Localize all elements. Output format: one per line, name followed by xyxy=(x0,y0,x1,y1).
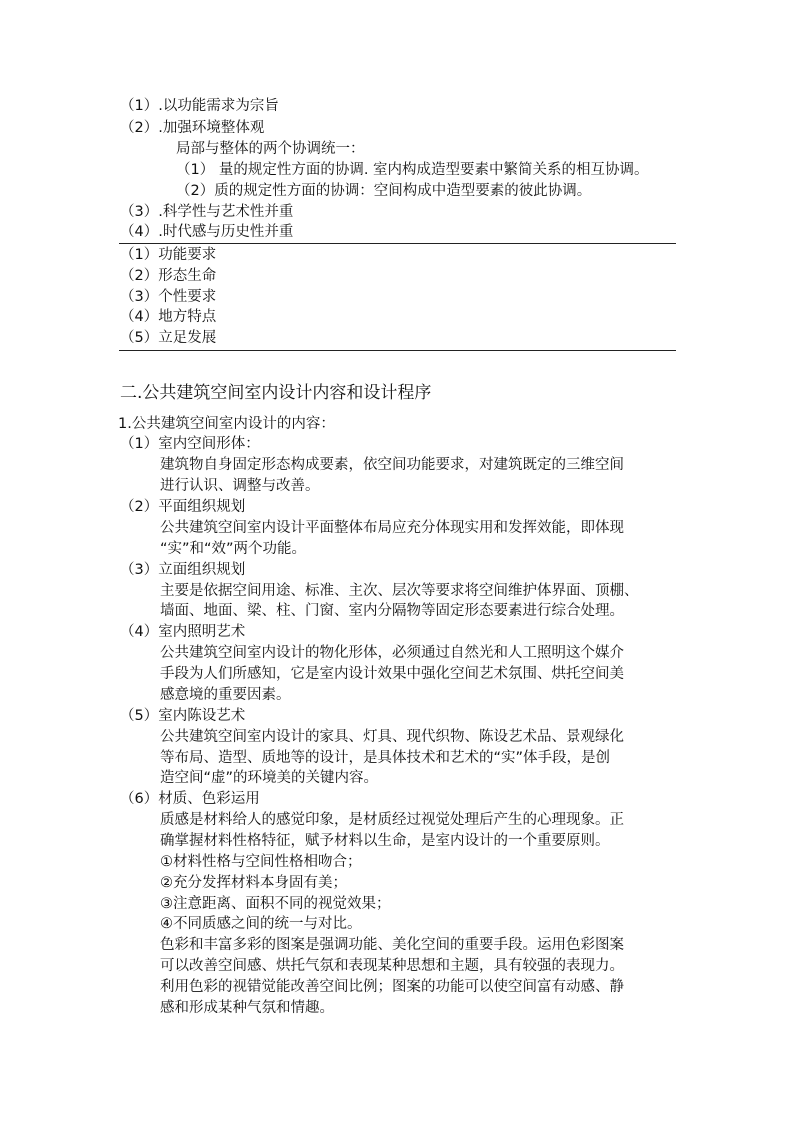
content-text: 利用色彩的视错觉能改善空间比例；图案的功能可以使空间富有动感、静 xyxy=(160,979,624,995)
material-list-item: ②充分发挥材料本身固有美； xyxy=(160,875,347,891)
requirement-item-1: （1）功能要求 xyxy=(120,247,217,263)
divider-top xyxy=(119,243,676,244)
content-text: 可以改善空间感、烘托气氛和表现某种思想和主题，具有较强的表现力。 xyxy=(160,958,624,974)
content-text: 公共建筑空间室内设计平面整体布局应充分体现实用和发挥效能，即体现 xyxy=(160,520,624,536)
content-text: 手段为人们所感知，它是室内设计效果中强化空间艺术氛围、烘托空间美 xyxy=(160,666,624,682)
content-item-title: （2）平面组织规划 xyxy=(120,499,246,515)
principle-item-1: （1）.以功能需求为宗旨 xyxy=(120,98,279,114)
content-text: 等布局、造型、质地等的设计，是具体技术和艺术的“实”体手段，是创 xyxy=(160,750,611,766)
requirement-item-2: （2）形态生命 xyxy=(120,268,217,284)
content-item-title: （5）室内陈设艺术 xyxy=(120,708,246,724)
content-item-title: （6）材质、色彩运用 xyxy=(120,791,260,807)
section-subheading: 1.公共建筑空间室内设计的内容： xyxy=(118,416,335,432)
principle-subheading: 局部与整体的两个协调统一： xyxy=(176,141,365,157)
requirement-item-4: （4）地方特点 xyxy=(120,309,217,325)
divider-bottom xyxy=(119,350,676,351)
principle-item-2: （2）.加强环境整体观 xyxy=(120,120,265,136)
content-text: 墙面、地面、梁、柱、门窗、室内分隔物等固定形态要素进行综合处理。 xyxy=(160,603,624,619)
content-text: “实”和“效”两个功能。 xyxy=(160,541,307,557)
content-item-title: （1）室内空间形体： xyxy=(120,436,260,452)
principle-subitem-1: （1） 量的规定性方面的协调. 室内构成造型要素中繁简关系的相互协调。 xyxy=(176,162,649,178)
content-text: 进行认识、调整与改善。 xyxy=(160,478,320,494)
requirement-item-5: （5）立足发展 xyxy=(120,330,217,346)
principle-subitem-2: （2）质的规定性方面的协调：空间构成中造型要素的彼此协调。 xyxy=(176,183,592,199)
content-text: 质感是材料给人的感觉印象，是材质经过视觉处理后产生的心理现象。正 xyxy=(160,812,624,828)
requirement-item-3: （3）个性要求 xyxy=(120,289,217,305)
material-list-item: ③注意距离、面积不同的视觉效果； xyxy=(160,896,391,912)
content-text: 公共建筑空间室内设计的物化形体，必须通过自然光和人工照明这个媒介 xyxy=(160,645,624,661)
content-text: 建筑物自身固定形态构成要素，依空间功能要求，对建筑既定的三维空间 xyxy=(160,457,624,473)
content-item-title: （4）室内照明艺术 xyxy=(120,624,246,640)
content-text: 主要是依据空间用途、标准、主次、层次等要求将空间维护体界面、顶棚、 xyxy=(160,583,639,599)
content-item-title: （3）立面组织规划 xyxy=(120,562,246,578)
content-text: 感意境的重要因素。 xyxy=(160,687,291,703)
principle-item-4: （4）.时代感与历史性并重 xyxy=(120,224,294,240)
content-text: 感和形成某种气氛和情趣。 xyxy=(160,1000,334,1016)
section-heading: 二.公共建筑空间室内设计内容和设计程序 xyxy=(120,383,432,403)
content-text: 造空间“虚”的环境美的关键内容。 xyxy=(160,770,379,786)
principle-item-3: （3）.科学性与艺术性并重 xyxy=(120,204,294,220)
material-list-item: ④不同质感之间的统一与对比。 xyxy=(160,916,362,932)
content-text: 公共建筑空间室内设计的家具、灯具、现代织物、陈设艺术品、景观绿化 xyxy=(160,729,624,745)
content-text: 色彩和丰富多彩的图案是强调功能、美化空间的重要手段。运用色彩图案 xyxy=(160,937,624,953)
content-text: 确掌握材料性格特征，赋予材料以生命，是室内设计的一个重要原则。 xyxy=(160,833,610,849)
material-list-item: ①材料性格与空间性格相吻合； xyxy=(160,854,362,870)
